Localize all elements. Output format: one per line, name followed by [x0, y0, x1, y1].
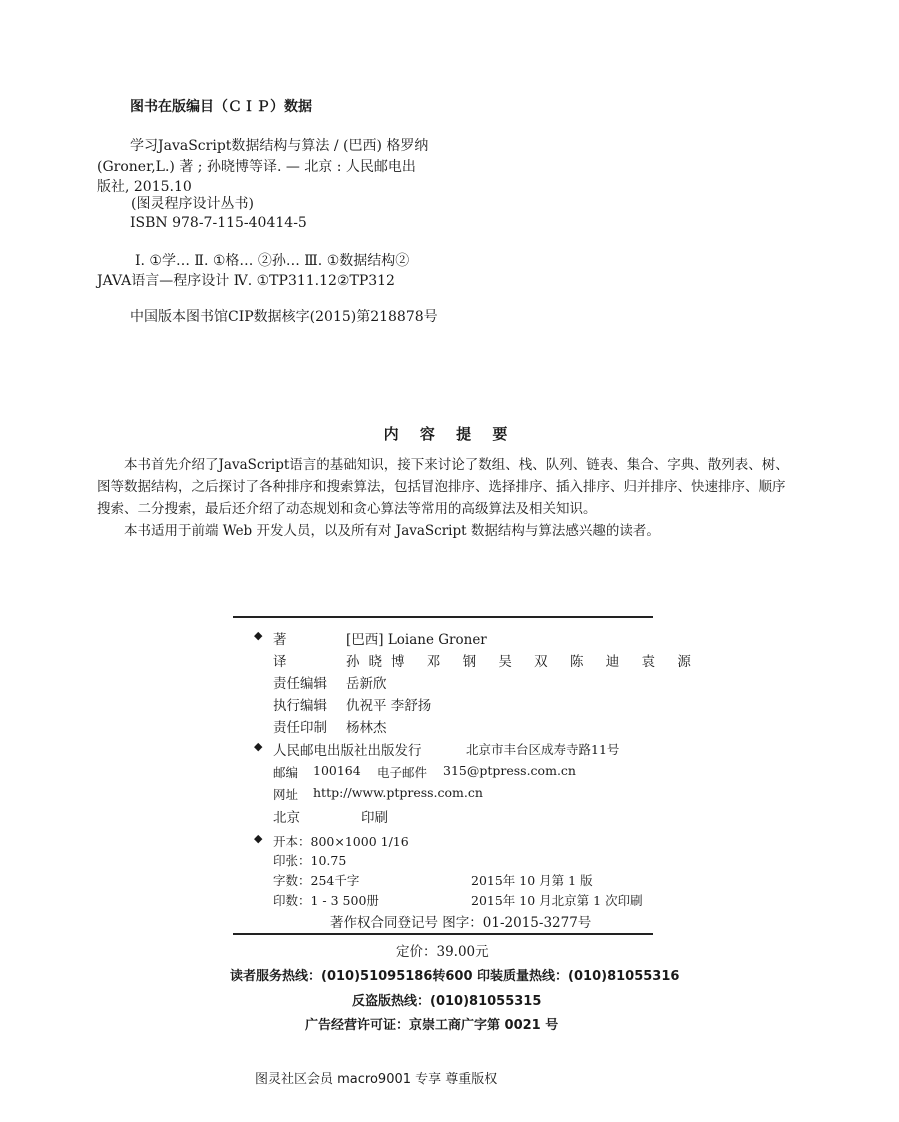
copyright-contract: 著作权合同登记号 图字：01-2015-3277号	[330, 915, 592, 931]
print-word: 印刷	[361, 810, 388, 826]
translator-names: 孙晓博 邓 钢 吴 双 陈 迪 袁 源	[346, 654, 700, 670]
exec-editor-label: 执行编辑	[273, 698, 327, 714]
diamond-bullet-icon: ◆	[254, 629, 263, 642]
print-supervisor-name: 杨林杰	[346, 720, 387, 736]
cip-line-6: Ⅰ. ①学… Ⅱ. ①格… ②孙… Ⅲ. ①数据结构②	[135, 253, 410, 269]
exec-editor-names: 仇祝平 李舒扬	[346, 698, 432, 714]
author-name: [巴西] Loiane Groner	[346, 632, 487, 648]
watermark-footer: 图灵社区会员 macro9001 专享 尊重版权	[255, 1072, 498, 1087]
ad-license: 广告经营许可证：京崇工商广字第 0021 号	[305, 1018, 559, 1033]
email-label: 电子邮件	[377, 765, 428, 780]
top-rule	[233, 616, 653, 618]
editor-name: 岳新欣	[346, 676, 387, 692]
author-label: 著	[273, 632, 287, 648]
print-supervisor-label: 责任印制	[273, 720, 327, 736]
print-sheets: 印张：10.75	[273, 853, 347, 868]
publisher-address: 北京市丰台区成寿寺路11号	[466, 742, 620, 757]
diamond-bullet-icon: ◆	[254, 832, 263, 845]
word-count: 字数：254千字	[273, 873, 360, 888]
summary-paragraph-1: 本书首先介绍了JavaScript语言的基础知识，接下来讨论了数组、栈、队列、链表、集合、字典、散列表、树、图等数据结构，之后探讨了各种排序和搜索算法，包括冒泡排序、选择排序、插入排序、归并排序、快速排序、顺序搜索、二分搜索，最后还介绍了动态规划和贪心算法等常用的高级算法及相关知识。	[97, 457, 789, 517]
edition: 2015年 10 月第 1 版	[471, 873, 593, 888]
cip-line-1: 学习JavaScript数据结构与算法 / (巴西) 格罗纳	[130, 138, 429, 154]
print-city: 北京	[273, 810, 300, 826]
postcode-label: 邮编	[273, 765, 299, 780]
cip-line-3: 版社, 2015.10	[97, 179, 192, 195]
summary-paragraph-2: 本书适用于前端 Web 开发人员，以及所有对 JavaScript 数据结构与算法感兴趣的读者。	[124, 523, 660, 539]
bottom-rule	[233, 933, 653, 935]
book-format: 开本：800×1000 1/16	[273, 834, 409, 849]
website: http://www.ptpress.com.cn	[313, 785, 483, 800]
cip-line-4: (图灵程序设计丛书)	[131, 196, 254, 212]
editor-label: 责任编辑	[273, 676, 327, 692]
printing: 2015年 10 月北京第 1 次印刷	[471, 893, 643, 908]
anti-piracy-hotline: 反盗版热线：(010)81055315	[352, 994, 542, 1009]
summary-body	[97, 454, 797, 542]
cip-record-number: 中国版本图书馆CIP数据核字(2015)第218878号	[130, 309, 438, 325]
print-run: 印数：1 - 3 500册	[273, 893, 379, 908]
diamond-bullet-icon: ◆	[254, 740, 263, 753]
cip-line-7: JAVA语言—程序设计 Ⅳ. ①TP311.12②TP312	[97, 273, 395, 289]
publisher-name: 人民邮电出版社出版发行	[273, 743, 422, 759]
website-label: 网址	[273, 787, 299, 802]
price: 定价：39.00元	[396, 944, 489, 960]
service-hotline: 读者服务热线：(010)51095186转600 印装质量热线：(010)81055316	[230, 969, 680, 984]
cip-line-2: (Groner,L.) 著 ; 孙晓博等译. — 北京 : 人民邮电出	[97, 159, 416, 175]
email: 315@ptpress.com.cn	[443, 763, 576, 778]
cip-isbn: ISBN 978-7-115-40414-5	[130, 215, 307, 231]
translator-label: 译	[273, 654, 287, 670]
summary-title: 内 容 提 要	[383, 425, 516, 443]
cip-heading: 图书在版编目（ＣＩＰ）数据	[130, 99, 312, 115]
postcode: 100164	[313, 763, 361, 778]
